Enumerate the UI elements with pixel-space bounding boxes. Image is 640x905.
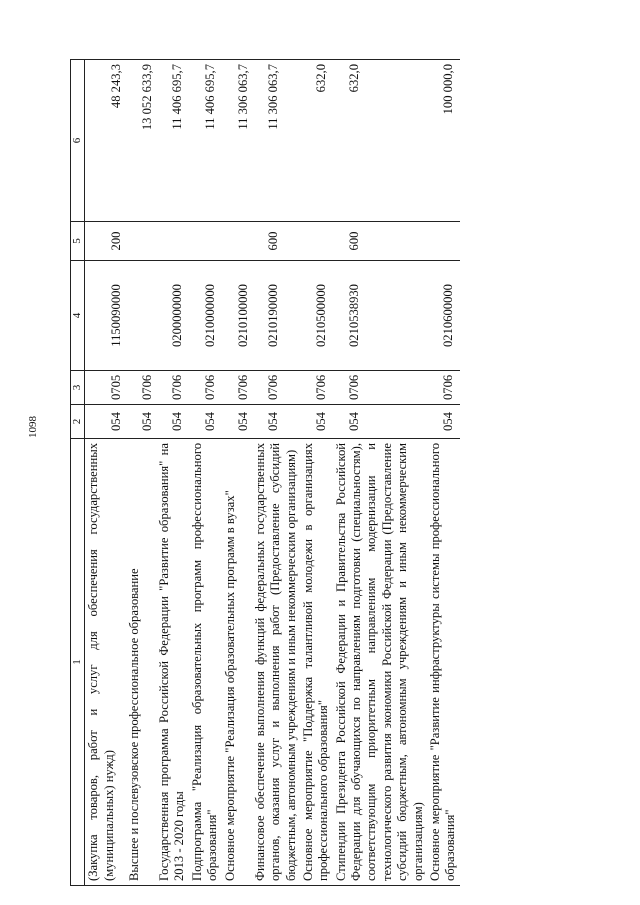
row-section-code: 0706 bbox=[189, 371, 222, 405]
table-row bbox=[252, 60, 300, 886]
row-target-code bbox=[126, 261, 156, 371]
row-section-code: 0706 bbox=[222, 371, 252, 405]
row-section-code: 0706 bbox=[427, 371, 460, 405]
row-amount: 48 243,3 bbox=[85, 60, 126, 222]
row-name: Подпрограмма "Реализация образовательных программ профессионального образования" bbox=[189, 439, 222, 886]
col-header-3: 3 bbox=[71, 371, 85, 405]
row-expense-type: 600 bbox=[252, 222, 300, 261]
row-name: Высшее и послевузовское профессиональное образование bbox=[126, 439, 156, 886]
row-section-code: 0706 bbox=[126, 371, 156, 405]
row-name: Финансовое обеспечение выполнения функций федеральных государственных органов, оказания услуг и выполнения работ (Предоставление субсидий бюджетным, автономным учреждениям и иным некоммерческим организациям) bbox=[252, 439, 300, 886]
row-ministry-code: 054 bbox=[189, 405, 222, 439]
row-target-code: 1150090000 bbox=[85, 261, 126, 371]
table-row bbox=[333, 60, 427, 886]
row-section-code: 0706 bbox=[300, 371, 333, 405]
table-row bbox=[222, 60, 252, 886]
row-amount: 632,0 bbox=[300, 60, 333, 222]
table-row bbox=[300, 60, 333, 886]
row-target-code: 0200000000 bbox=[156, 261, 189, 371]
row-name: (Закупка товаров, работ и услуг для обеспечения государственных (муниципальных) нужд) bbox=[85, 439, 126, 886]
table-row bbox=[85, 60, 126, 886]
table-row bbox=[427, 60, 460, 886]
col-header-5: 5 bbox=[71, 222, 85, 261]
row-section-code: 0706 bbox=[252, 371, 300, 405]
row-ministry-code: 054 bbox=[333, 405, 427, 439]
row-amount: 100 000,0 bbox=[427, 60, 460, 222]
row-amount: 13 052 633,9 bbox=[126, 60, 156, 222]
row-section-code: 0705 bbox=[85, 371, 126, 405]
row-name: Основное мероприятие "Реализация образовательных программ в вузах" bbox=[222, 439, 252, 886]
row-name: Основное мероприятие "Развитие инфраструктуры системы профессионального образования" bbox=[427, 439, 460, 886]
table-row bbox=[189, 60, 222, 886]
row-amount: 11 406 695,7 bbox=[189, 60, 222, 222]
row-expense-type bbox=[189, 222, 222, 261]
row-expense-type: 200 bbox=[85, 222, 126, 261]
row-amount: 11 306 063,7 bbox=[222, 60, 252, 222]
row-name: Стипендии Президента Российской Федерации и Правительства Российской Федерации для обучающихся по направлениям подготовки (специальностям), соответствующим приоритетным направлениям модернизации и технологического развития экономики Российской Федерации (Предоставление субсидий бюджетным, автономным учреждениям и иным некоммерческим организациям) bbox=[333, 439, 427, 886]
row-ministry-code: 054 bbox=[427, 405, 460, 439]
col-header-1: 1 bbox=[71, 439, 85, 886]
table-header-row bbox=[71, 60, 85, 886]
col-header-4: 4 bbox=[71, 261, 85, 371]
row-ministry-code: 054 bbox=[126, 405, 156, 439]
row-target-code: 0210190000 bbox=[252, 261, 300, 371]
row-ministry-code: 054 bbox=[156, 405, 189, 439]
table-row bbox=[156, 60, 189, 886]
row-ministry-code: 054 bbox=[300, 405, 333, 439]
row-target-code: 0210600000 bbox=[427, 261, 460, 371]
row-target-code: 0210000000 bbox=[189, 261, 222, 371]
row-ministry-code: 054 bbox=[85, 405, 126, 439]
col-header-2: 2 bbox=[71, 405, 85, 439]
row-expense-type bbox=[427, 222, 460, 261]
table-body bbox=[85, 60, 460, 886]
row-ministry-code: 054 bbox=[252, 405, 300, 439]
row-target-code: 0210538930 bbox=[333, 261, 427, 371]
row-expense-type: 600 bbox=[333, 222, 427, 261]
row-expense-type bbox=[156, 222, 189, 261]
row-target-code: 0210500000 bbox=[300, 261, 333, 371]
row-expense-type bbox=[300, 222, 333, 261]
col-header-6: 6 bbox=[71, 60, 85, 222]
row-section-code: 0706 bbox=[333, 371, 427, 405]
row-expense-type bbox=[126, 222, 156, 261]
row-amount: 11 406 695,7 bbox=[156, 60, 189, 222]
row-section-code: 0706 bbox=[156, 371, 189, 405]
page-number: 1098 bbox=[27, 416, 39, 438]
row-amount: 11 306 063,7 bbox=[252, 60, 300, 222]
budget-table bbox=[70, 59, 460, 886]
row-target-code: 0210100000 bbox=[222, 261, 252, 371]
row-amount: 632,0 bbox=[333, 60, 427, 222]
row-name: Государственная программа Российской Федерации "Развитие образования" на 2013 - 2020 годы bbox=[156, 439, 189, 886]
rotated-page-content bbox=[70, 60, 595, 886]
table-row bbox=[126, 60, 156, 886]
row-name: Основное мероприятие "Поддержка талантливой молодежи в организациях профессионального образования" bbox=[300, 439, 333, 886]
row-expense-type bbox=[222, 222, 252, 261]
row-ministry-code: 054 bbox=[222, 405, 252, 439]
